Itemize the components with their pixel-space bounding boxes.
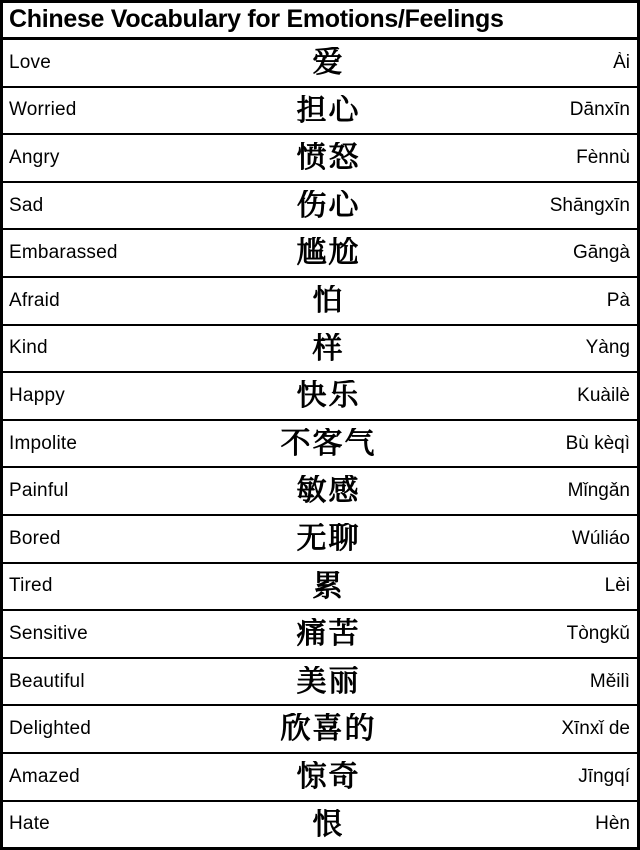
- pinyin-reading: Tòngkǔ: [566, 622, 630, 644]
- vocabulary-table: [3, 40, 637, 847]
- pinyin-reading: Ài: [613, 51, 630, 73]
- table-row: [3, 516, 637, 564]
- chinese-characters: 不客气: [280, 427, 377, 460]
- table-row: [3, 468, 637, 516]
- pinyin-reading: Jīngqí: [578, 765, 630, 787]
- english-term: Hate: [9, 813, 50, 835]
- chinese-characters: 伤心: [296, 189, 361, 222]
- table-row: [3, 183, 637, 231]
- chinese-characters: 怕: [312, 285, 345, 317]
- chinese-characters: 敏感: [296, 475, 361, 507]
- chinese-characters: 美丽: [296, 665, 361, 698]
- pinyin-reading: Shāngxīn: [549, 194, 630, 216]
- chinese-characters: 担心: [296, 94, 361, 127]
- english-term: Bored: [9, 527, 61, 549]
- pinyin-reading: Hèn: [595, 813, 630, 835]
- table-row: [3, 611, 637, 659]
- table-row: [3, 230, 637, 278]
- table-row: [3, 421, 637, 469]
- table-row: [3, 706, 637, 754]
- english-term: Embarassed: [9, 242, 118, 264]
- table-row: [3, 373, 637, 421]
- pinyin-reading: Měilì: [589, 670, 630, 692]
- pinyin-reading: Dānxīn: [569, 99, 630, 121]
- pinyin-reading: Yàng: [585, 337, 630, 359]
- pinyin-reading: Kuàilè: [577, 384, 630, 406]
- english-term: Angry: [9, 146, 60, 168]
- chinese-characters: 样: [312, 332, 345, 365]
- chinese-characters: 惊奇: [296, 760, 361, 793]
- pinyin-reading: Xīnxǐ de: [561, 718, 630, 740]
- table-row: [3, 40, 637, 88]
- pinyin-reading: Fènnù: [576, 146, 630, 168]
- english-term: Afraid: [9, 289, 60, 311]
- english-term: Impolite: [9, 432, 78, 454]
- english-term: Amazed: [9, 765, 80, 787]
- english-term: Painful: [9, 480, 69, 502]
- chinese-characters: 尴尬: [296, 237, 361, 269]
- english-term: Love: [9, 51, 52, 73]
- chinese-characters: 快乐: [296, 380, 361, 412]
- english-term: Happy: [9, 384, 65, 406]
- chinese-characters: 恨: [312, 808, 345, 841]
- pinyin-reading: Wúliáo: [571, 527, 630, 549]
- table-row: [3, 326, 637, 374]
- english-term: Delighted: [9, 718, 92, 740]
- pinyin-reading: Bù kèqì: [565, 432, 630, 454]
- pinyin-reading: Gāngà: [572, 242, 630, 264]
- english-term: Sad: [9, 194, 44, 216]
- english-term: Tired: [9, 575, 53, 597]
- chinese-characters: 痛苦: [296, 618, 361, 650]
- table-row: [3, 754, 637, 802]
- pinyin-reading: Mǐngǎn: [567, 480, 630, 502]
- pinyin-reading: Pà: [606, 289, 630, 311]
- table-row: [3, 135, 637, 183]
- chinese-characters: 愤怒: [296, 142, 361, 174]
- chinese-characters: 欣喜的: [280, 713, 377, 745]
- pinyin-reading: Lèi: [604, 575, 630, 597]
- chinese-characters: 无聊: [296, 522, 361, 555]
- table-row: [3, 564, 637, 612]
- chinese-characters: 爱: [312, 47, 345, 79]
- page-title: Chinese Vocabulary for Emotions/Feelings: [3, 3, 637, 40]
- english-term: Worried: [9, 99, 77, 121]
- english-term: Kind: [9, 337, 48, 359]
- english-term: Beautiful: [9, 670, 85, 692]
- english-term: Sensitive: [9, 622, 88, 644]
- table-row: [3, 659, 637, 707]
- table-row: [3, 278, 637, 326]
- table-row: [3, 88, 637, 136]
- table-row: [3, 802, 637, 848]
- chinese-characters: 累: [312, 570, 345, 603]
